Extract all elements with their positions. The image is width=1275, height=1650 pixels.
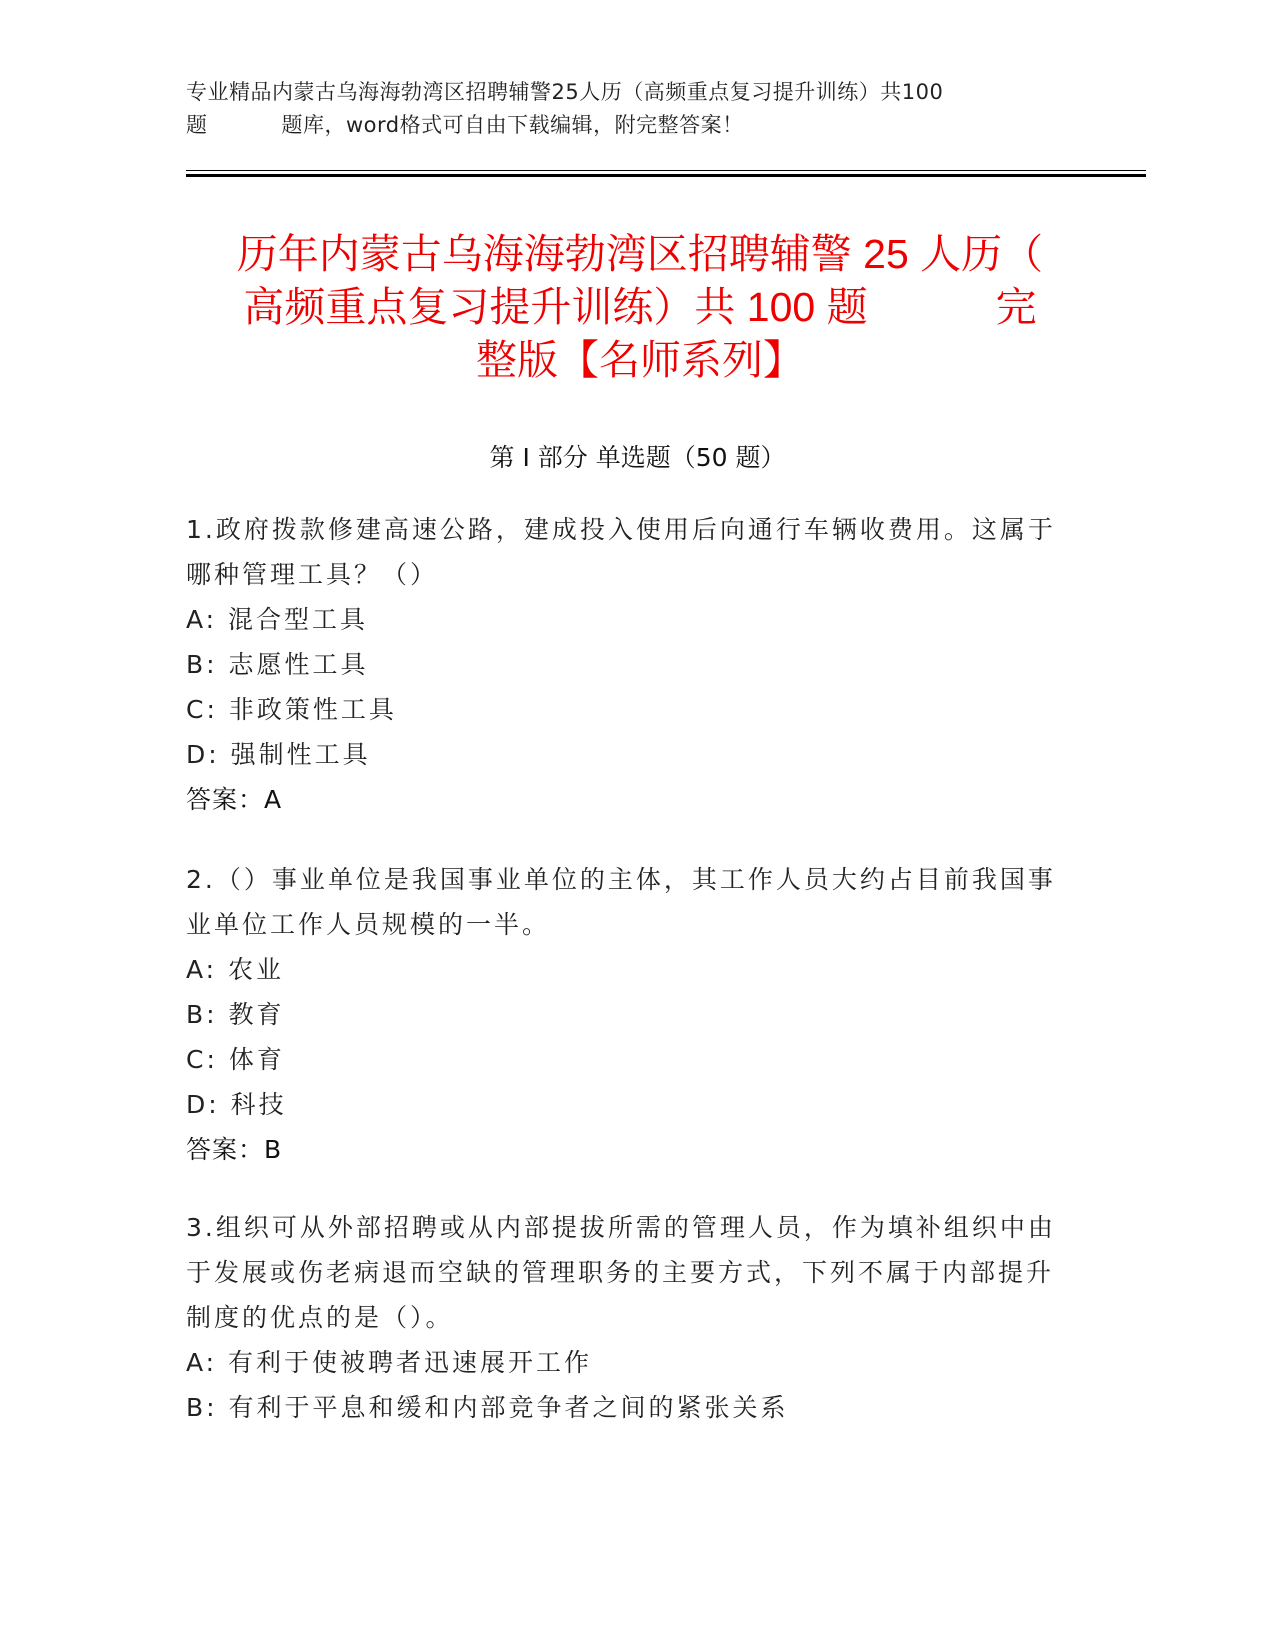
option-c: C: 体育 xyxy=(186,1045,285,1074)
question-text: 1.政府拨款修建高速公路，建成投入使用后向通行车辆收费用。这属于哪种管理工具？（） xyxy=(186,515,1056,589)
option-b: B: 有利于平息和缓和内部竞争者之间的紧张关系 xyxy=(186,1393,789,1422)
option-d: D: 强制性工具 xyxy=(186,740,371,769)
document-title xyxy=(150,228,1130,387)
option-d: D: 科技 xyxy=(186,1090,287,1119)
header-note-line-2-start: 题 xyxy=(186,113,208,137)
option-b: B: 教育 xyxy=(186,1000,285,1029)
option-a: A: 有利于使被聘者迅速展开工作 xyxy=(186,1348,593,1377)
question-text: 3.组织可从外部招聘或从内部提拔所需的管理人员，作为填补组织中由于发展或伤老病退而空缺的管理职务的主要方式，下列不属于内部提升制度的优点的是（）。 xyxy=(186,1213,1056,1332)
document-title-line-1: 历年内蒙古乌海海勃湾区招聘辅警 25 人历（ xyxy=(236,231,1044,277)
question-3 xyxy=(186,1205,1066,1430)
header-divider-thin xyxy=(186,170,1146,171)
answer-line: 答案：A xyxy=(186,785,283,814)
question-1 xyxy=(186,507,1066,822)
document-title-line-2 xyxy=(150,281,1130,334)
header-note-line-1: 专业精品内蒙古乌海海勃湾区招聘辅警25人历（高频重点复习提升训练）共100 xyxy=(186,80,944,104)
option-c: C: 非政策性工具 xyxy=(186,695,397,724)
document-title-line-2-start: 高频重点复习提升训练）共 100 题 xyxy=(243,284,868,330)
header-note xyxy=(186,76,1086,142)
option-a: A: 农业 xyxy=(186,955,285,984)
option-a: A: 混合型工具 xyxy=(186,605,369,634)
answer-line: 答案：B xyxy=(186,1135,283,1164)
header-note-line-2-rest: 题库，word格式可自由下载编辑，附完整答案！ xyxy=(281,113,744,137)
option-b: B: 志愿性工具 xyxy=(186,650,369,679)
document-title-line-3: 整版【名师系列】 xyxy=(476,337,804,383)
question-text: 2.（）事业单位是我国事业单位的主体，其工作人员大约占目前我国事业单位工作人员规模的一半。 xyxy=(186,865,1056,939)
header-divider-thick xyxy=(186,174,1146,177)
document-title-line-2-end: 完 xyxy=(995,284,1037,330)
header-note-line-2 xyxy=(186,109,1086,142)
section-title: 第 I 部分 单选题（50 题） xyxy=(489,443,786,472)
question-2 xyxy=(186,857,1066,1172)
